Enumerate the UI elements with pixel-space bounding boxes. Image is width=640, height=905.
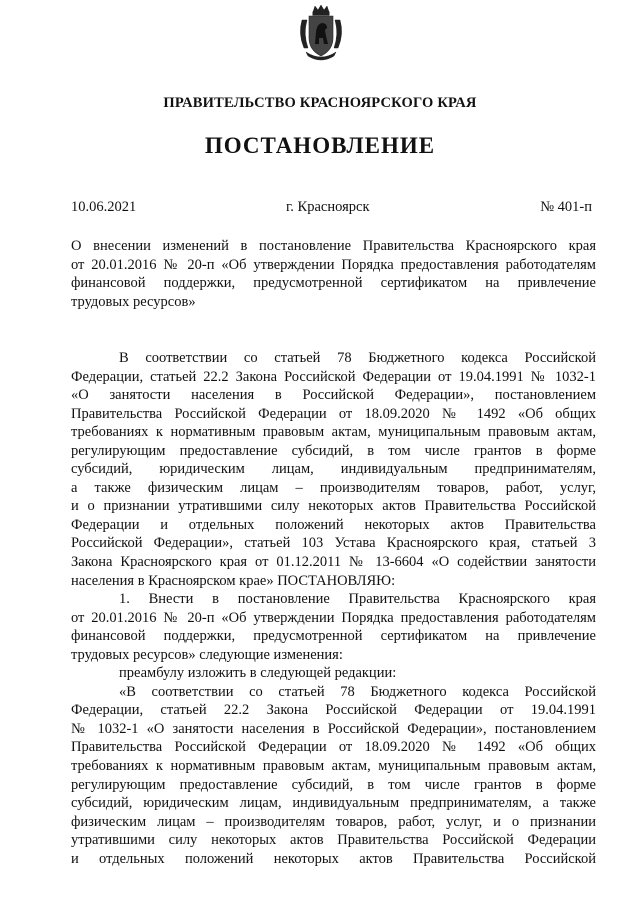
document-type: ПОСТАНОВЛЕНИЕ bbox=[204, 133, 436, 158]
body-line: Правительства Российской Федерации от 18.09.2020 № 1492 «Об общих bbox=[71, 405, 596, 422]
body-line: «В соответствии со статьей 78 Бюджетного кодекса Российской bbox=[119, 683, 596, 700]
body-line: субсидий, юридическим лицам, индивидуальным предпринимателям, bbox=[71, 461, 596, 478]
body-line: финансовой поддержки, предусмотренной сертификатом на привлечение bbox=[71, 628, 596, 645]
krasnoyarsk-coat-of-arms-icon bbox=[296, 4, 346, 62]
body-line: трудовых ресурсов» следующие изменения: bbox=[71, 646, 343, 663]
body-line: и отдельных положений некоторых актов Правительства Российской bbox=[71, 850, 596, 867]
document-city: г. Красноярск bbox=[286, 199, 370, 215]
title-line: О внесении изменений в постановление Правительства Красноярского края bbox=[71, 238, 596, 254]
body-line: физическим лицам – производителям товаров, работ, услуг, и о признании bbox=[71, 813, 596, 830]
body-line: Российской Федерации», статьей 103 Устава Красноярского края, статьей 3 bbox=[71, 535, 596, 552]
body-line: Федерации, статьей 22.2 Закона Российской Федерации от 19.04.1991 № 1032-1 bbox=[71, 368, 596, 385]
title-line: финансовой поддержки, предусмотренной сертификатом на привлечение bbox=[71, 275, 596, 292]
title-line: от 20.01.2016 № 20-п «Об утверждении Порядка предоставления работодателям bbox=[71, 256, 596, 273]
body-line: Закона Красноярского края от 01.12.2011 № 13-6604 «О содействии занятости bbox=[71, 554, 596, 571]
body-line: субсидий, юридическим лицам, индивидуальным предпринимателям, а также bbox=[71, 795, 596, 812]
body-line: утратившими силу некоторых актов Правительства Российской Федерации bbox=[71, 832, 596, 849]
body-line: Правительства Российской Федерации от 18.09.2020 № 1492 «Об общих bbox=[71, 739, 596, 756]
body-line: и о признании утратившими силу некоторых актов Правительства Российской bbox=[71, 498, 596, 515]
title-line: трудовых ресурсов» bbox=[71, 293, 196, 310]
body-line: регулирующим предоставление субсидий, в том числе грантов в форме bbox=[71, 776, 596, 793]
body-line: Федерации и отдельных положений некоторых актов Правительства bbox=[71, 516, 596, 533]
document-body bbox=[71, 349, 596, 868]
body-line: В соответствии со статьей 78 Бюджетного кодекса Российской bbox=[119, 350, 596, 366]
document-title bbox=[71, 237, 596, 311]
document-date: 10.06.2021 bbox=[71, 199, 137, 215]
body-line: от 20.01.2016 № 20-п «Об утверждении Порядка предоставления работодателям bbox=[71, 609, 596, 626]
body-line: № 1032-1 «О занятости населения в Российской Федерации», постановлением bbox=[71, 720, 596, 737]
body-line: Федерации, статьей 22.2 Закона Российской Федерации от 19.04.1991 bbox=[71, 702, 596, 719]
body-line: 1. Внести в постановление Правительства Красноярского края bbox=[119, 591, 596, 608]
body-line: регулирующим предоставление субсидий, в том числе грантов в форме bbox=[71, 442, 596, 459]
body-line: «О занятости населения в Российской Федерации», постановлением bbox=[71, 387, 596, 404]
government-name: ПРАВИТЕЛЬСТВО КРАСНОЯРСКОГО КРАЯ bbox=[163, 95, 477, 111]
body-line: преамбулу изложить в следующей редакции: bbox=[119, 665, 397, 682]
body-line: требованиях к нормативным правовым актам, муниципальным правовым актам, bbox=[71, 758, 596, 775]
body-line: требованиях к нормативным правовым актам, муниципальным правовым актам, bbox=[71, 424, 596, 441]
body-line: а также физическим лицам – производителям товаров, работ, услуг, bbox=[71, 479, 596, 496]
document-number: № 401-п bbox=[540, 199, 592, 215]
body-line: населения в Красноярском крае» ПОСТАНОВЛЯЮ: bbox=[71, 572, 396, 589]
